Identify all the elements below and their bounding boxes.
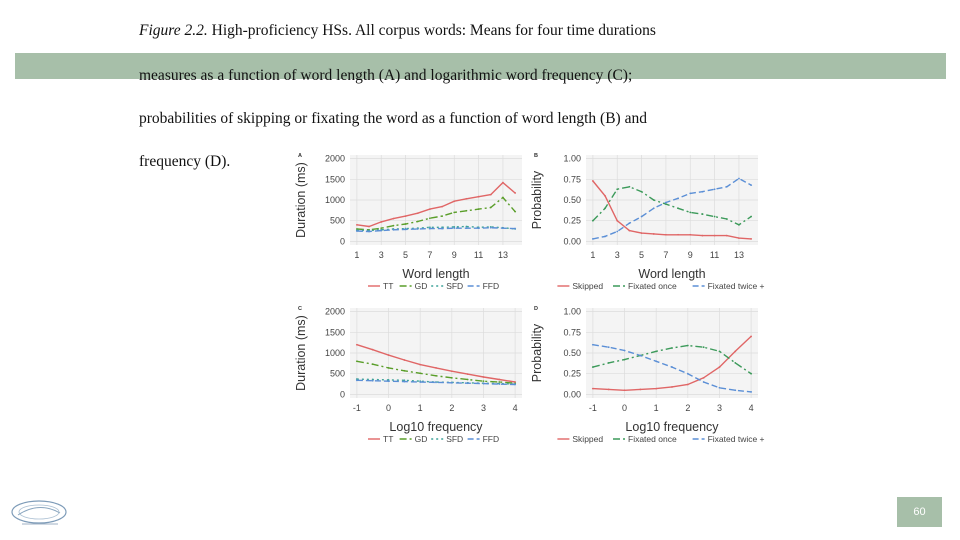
data-point (388, 354, 390, 356)
data-point (726, 186, 728, 188)
data-point (750, 336, 752, 338)
data-point (403, 370, 405, 372)
y-axis-label: Probability (530, 170, 544, 230)
y-tick-label: 500 (329, 215, 345, 226)
data-point (639, 355, 641, 357)
data-point (453, 200, 455, 202)
y-axis-label: Duration (ms) (294, 315, 308, 391)
data-point (750, 238, 752, 240)
data-point (671, 386, 673, 388)
y-tick-label: 0.00 (563, 236, 581, 247)
panel-letter: A (298, 153, 302, 159)
data-point (380, 221, 382, 223)
data-point (726, 218, 728, 220)
x-axis-label: Log10 frequency (625, 420, 719, 434)
data-point (478, 227, 480, 229)
data-point (429, 228, 431, 230)
data-point (703, 381, 705, 383)
data-point (498, 381, 500, 383)
data-point (368, 231, 370, 233)
x-tick-label: 1 (653, 403, 659, 413)
data-point (655, 350, 657, 352)
y-tick-label: 1500 (324, 174, 345, 185)
data-point (502, 227, 504, 229)
legend-label: Fixated once (628, 434, 677, 444)
data-point (502, 197, 504, 199)
x-tick-label: -1 (352, 403, 361, 413)
data-point (624, 359, 626, 361)
data-point (419, 372, 421, 374)
data-point (356, 224, 358, 226)
data-point (639, 389, 641, 391)
data-point (616, 220, 618, 222)
data-point (429, 217, 431, 219)
x-tick-label: 3 (378, 250, 384, 260)
x-tick-label: 3 (480, 403, 486, 413)
x-tick-label: 13 (497, 250, 508, 260)
x-tick-label: 1 (417, 403, 423, 413)
data-point (453, 227, 455, 229)
data-point (655, 388, 657, 390)
data-point (514, 228, 516, 230)
data-point (655, 360, 657, 362)
data-point (478, 208, 480, 210)
data-point (417, 228, 419, 230)
y-tick-label: 2000 (324, 153, 345, 164)
y-tick-label: 0 (339, 389, 345, 400)
panel-letter: D (534, 306, 538, 312)
y-tick-label: 0.50 (563, 348, 581, 358)
data-point (429, 208, 431, 210)
figure-charts (290, 150, 770, 455)
data-point (653, 207, 655, 209)
data-point (671, 347, 673, 349)
legend-label: GD (414, 281, 428, 291)
data-point (592, 220, 594, 222)
y-tick-label: 1000 (324, 195, 345, 205)
legend-label: Skipped (572, 281, 604, 291)
data-point (466, 227, 468, 229)
x-tick-label: 3 (614, 250, 620, 260)
x-tick-label: 1 (354, 250, 360, 260)
data-point (702, 191, 704, 193)
data-point (405, 223, 407, 225)
y-tick-label: 1.00 (563, 153, 581, 164)
x-tick-label: 7 (427, 250, 433, 260)
logo-icon (8, 497, 70, 529)
data-point (435, 375, 437, 377)
chart-panel-c (294, 306, 522, 444)
data-point (498, 383, 500, 385)
y-axis-label: Duration (ms) (294, 162, 308, 238)
x-tick-label: 1 (590, 250, 596, 260)
x-axis-label: Word length (638, 267, 706, 281)
data-point (392, 229, 394, 231)
data-point (689, 212, 691, 214)
data-point (719, 366, 721, 368)
caption-line-2: measures as a function of word length (A) and logarithmic word frequency (C); (139, 67, 633, 84)
x-tick-label: 2 (449, 403, 455, 413)
data-point (604, 207, 606, 209)
chart-panel-a (294, 153, 522, 291)
legend-label: Fixated twice + (707, 434, 765, 444)
data-point (441, 206, 443, 208)
data-point (592, 238, 594, 240)
y-tick-label: 0.50 (563, 195, 581, 205)
caption-line-3: probabilities of skipping or fixating the word as a function of word length (B) and (139, 110, 647, 127)
data-point (702, 235, 704, 237)
data-point (490, 194, 492, 196)
data-point (466, 226, 468, 228)
data-point (734, 362, 736, 364)
y-tick-label: 1000 (324, 348, 345, 358)
data-point (467, 379, 469, 381)
y-tick-label: 0.75 (563, 174, 581, 185)
data-point (467, 373, 469, 375)
data-point (665, 202, 667, 204)
data-point (451, 377, 453, 379)
data-point (689, 234, 691, 236)
data-point (677, 207, 679, 209)
x-tick-label: 7 (663, 250, 669, 260)
x-tick-label: 9 (451, 250, 457, 260)
data-point (689, 192, 691, 194)
data-point (671, 366, 673, 368)
data-point (419, 364, 421, 366)
data-point (734, 350, 736, 352)
y-tick-label: 1500 (324, 327, 345, 338)
data-point (417, 221, 419, 223)
data-point (604, 236, 606, 238)
data-point (419, 381, 421, 383)
data-point (451, 382, 453, 384)
legend-label: Fixated once (628, 281, 677, 291)
legend-label: Skipped (572, 434, 604, 444)
page-number: 60 (897, 497, 942, 527)
data-point (435, 367, 437, 369)
data-point (356, 230, 358, 232)
data-point (714, 235, 716, 237)
data-point (592, 388, 594, 390)
data-point (483, 383, 485, 385)
data-point (514, 192, 516, 194)
data-point (628, 222, 630, 224)
data-point (514, 211, 516, 213)
data-point (714, 188, 716, 190)
x-tick-label: 9 (687, 250, 693, 260)
data-point (750, 391, 752, 393)
data-point (734, 389, 736, 391)
data-point (356, 360, 358, 362)
data-point (738, 237, 740, 239)
data-point (502, 182, 504, 184)
data-point (356, 344, 358, 346)
data-point (388, 367, 390, 369)
data-point (356, 379, 358, 381)
data-point (592, 180, 594, 182)
data-point (514, 384, 516, 386)
data-point (467, 382, 469, 384)
y-axis-label: Probability (530, 323, 544, 383)
data-point (380, 230, 382, 232)
x-tick-label: 4 (512, 403, 518, 413)
data-point (490, 227, 492, 229)
data-point (592, 344, 594, 346)
caption-line-1-text: High-proficiency HSs. All corpus words: Means for four time durations (207, 22, 656, 39)
data-point (687, 345, 689, 347)
data-point (616, 231, 618, 233)
data-point (714, 216, 716, 218)
data-point (392, 218, 394, 220)
data-point (687, 384, 689, 386)
y-tick-label: 0.25 (563, 368, 581, 379)
data-point (372, 363, 374, 365)
data-point (604, 195, 606, 197)
data-point (703, 377, 705, 379)
data-point (726, 235, 728, 237)
data-point (608, 346, 610, 348)
data-point (653, 199, 655, 201)
data-point (483, 380, 485, 382)
data-point (498, 379, 500, 381)
data-point (451, 370, 453, 372)
legend-label: SFD (446, 434, 464, 444)
y-tick-label: 1.00 (563, 306, 581, 317)
data-point (592, 366, 594, 368)
y-tick-label: 0.00 (563, 389, 581, 400)
data-point (750, 216, 752, 218)
x-tick-label: 0 (622, 403, 628, 413)
y-tick-label: 2000 (324, 306, 345, 317)
chart-panel-d (530, 306, 765, 444)
legend-label: GD (414, 434, 428, 444)
x-tick-label: 13 (733, 250, 744, 260)
data-point (405, 228, 407, 230)
caption-line-4: frequency (D). (139, 153, 231, 170)
data-point (738, 178, 740, 180)
data-point (616, 188, 618, 190)
panel-letter: B (534, 153, 538, 159)
legend-label: TT (383, 434, 394, 444)
x-tick-label: 11 (709, 250, 720, 260)
legend-label: Fixated twice + (707, 281, 765, 291)
data-point (372, 349, 374, 351)
data-point (441, 228, 443, 230)
data-point (641, 216, 643, 218)
data-point (441, 215, 443, 217)
legend-label: FFD (482, 434, 500, 444)
data-point (719, 387, 721, 389)
x-tick-label: 2 (685, 403, 691, 413)
legend-label: FFD (482, 281, 500, 291)
data-point (750, 373, 752, 375)
figure-label: Figure 2.2. (139, 22, 208, 39)
data-point (738, 224, 740, 226)
data-point (641, 191, 643, 193)
data-point (641, 232, 643, 234)
data-point (677, 234, 679, 236)
y-tick-label: 0.75 (563, 327, 581, 338)
data-point (380, 227, 382, 229)
legend-label: TT (383, 281, 394, 291)
data-point (653, 233, 655, 235)
data-point (719, 350, 721, 352)
x-axis-label: Log10 frequency (389, 420, 483, 434)
data-point (405, 215, 407, 217)
data-point (628, 186, 630, 188)
data-point (403, 359, 405, 361)
data-point (624, 350, 626, 352)
x-tick-label: 5 (639, 250, 645, 260)
data-point (417, 212, 419, 214)
data-point (624, 389, 626, 391)
data-point (372, 380, 374, 382)
data-point (665, 234, 667, 236)
data-point (608, 389, 610, 391)
x-tick-label: 0 (386, 403, 392, 413)
y-tick-label: 0 (339, 236, 345, 247)
data-point (466, 198, 468, 200)
legend-label: SFD (446, 281, 464, 291)
x-tick-label: 4 (748, 403, 754, 413)
data-point (703, 346, 705, 348)
data-point (388, 380, 390, 382)
data-point (702, 213, 704, 215)
y-tick-label: 0.25 (563, 215, 581, 226)
x-tick-label: 11 (473, 250, 484, 260)
data-point (490, 207, 492, 209)
data-point (453, 212, 455, 214)
data-point (368, 226, 370, 228)
panel-letter: C (298, 306, 302, 312)
data-point (628, 230, 630, 232)
x-tick-label: 3 (716, 403, 722, 413)
data-point (677, 197, 679, 199)
data-point (435, 381, 437, 383)
data-point (392, 225, 394, 227)
caption-line-1 (139, 22, 656, 40)
x-axis-label: Word length (402, 267, 470, 281)
y-tick-label: 500 (329, 368, 345, 379)
data-point (608, 362, 610, 364)
x-tick-label: 5 (403, 250, 409, 260)
data-point (478, 196, 480, 198)
x-tick-label: -1 (588, 403, 597, 413)
chart-panel-b (530, 153, 765, 291)
data-point (750, 184, 752, 186)
data-point (687, 373, 689, 375)
data-point (466, 210, 468, 212)
data-point (403, 381, 405, 383)
data-point (483, 376, 485, 378)
